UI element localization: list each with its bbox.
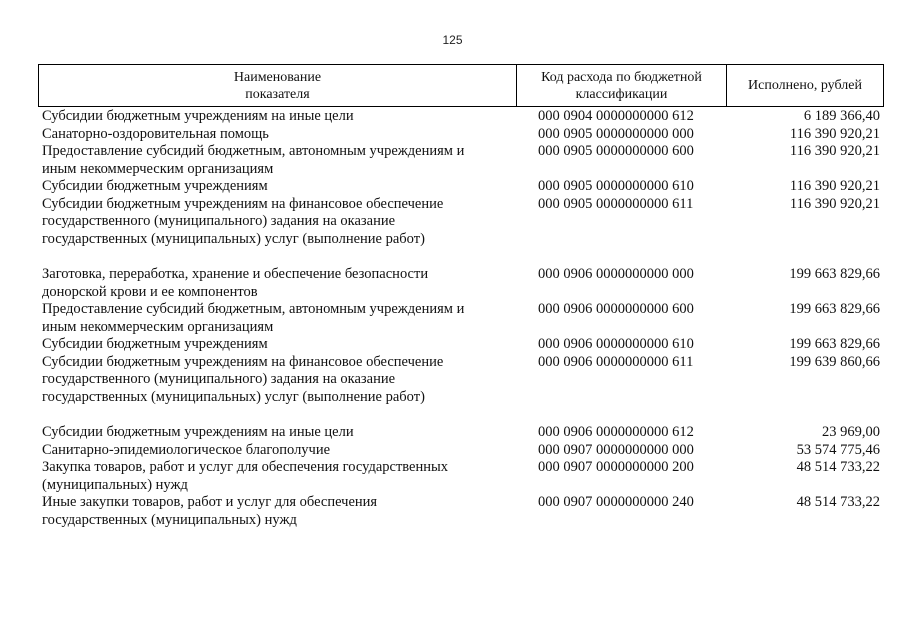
row-name-line: иным некоммерческим организациям [42,160,274,177]
row-name-line: (муниципальных) нужд [42,476,188,493]
row-amount: 48 514 733,22 [796,494,880,510]
table-row [40,494,884,529]
table-row [40,301,884,336]
row-code: 000 0906 0000000000 610 [538,336,694,352]
header-name [39,65,517,106]
table-header [38,64,884,107]
row-amount: 53 574 775,46 [796,441,880,458]
header-name-line1: Наименование [233,69,322,85]
row-name [40,196,520,249]
row-name [40,354,520,407]
row-name-line: государственных (муниципальных) услуг (выполнение работ) [42,230,425,247]
header-code-line1: Код расхода по бюджетной [541,69,702,85]
row-amount: 116 390 920,21 [789,178,880,194]
row-amount: 6 189 366,40 [803,108,880,124]
row-name [40,143,520,178]
row-name-line: Субсидии бюджетным учреждениям на финансовое обеспечение [42,353,444,370]
row-code: 000 0907 0000000000 000 [538,441,694,458]
row-amount: 199 663 829,66 [789,301,880,317]
row-name-line: Заготовка, переработка, хранение и обеспечение безопасности [42,266,429,282]
row-amount: 199 663 829,66 [789,336,880,352]
row-code: 000 0906 0000000000 611 [538,353,694,370]
page-number: 125 [442,33,463,47]
row-amount: 199 663 829,66 [789,266,880,282]
table-row [40,108,884,126]
row-name-line: государственного (муниципального) задания на оказание [42,371,396,387]
row-code: 000 0906 0000000000 600 [538,301,694,317]
row-name-line: Санаторно-оздоровительная помощь [42,125,269,142]
row-name-line: Иные закупки товаров, работ и услуг для обеспечения [42,494,378,510]
row-name [40,424,520,442]
row-code: 000 0906 0000000000 612 [538,424,694,440]
row-amount: 116 390 920,21 [789,125,880,142]
row-name [40,178,520,196]
table-body [40,108,884,529]
row-amount: 116 390 920,21 [789,143,880,159]
row-amount: 199 639 860,66 [789,353,880,370]
row-name [40,336,520,354]
header-name-line2: показателя [245,86,310,102]
row-name [40,301,520,336]
row-code: 000 0907 0000000000 200 [538,459,694,475]
row-code: 000 0905 0000000000 000 [538,125,694,142]
row-name [40,126,520,144]
header-amount: Исполнено, рублей [748,78,862,93]
row-name-line: Субсидии бюджетным учреждениям на иные цели [42,424,354,440]
table-row [40,354,884,407]
row-name-line: Закупка товаров, работ и услуг для обеспечения государственных [42,459,449,475]
header-code-line2: классификации [575,86,668,102]
row-name-line: государственных (муниципальных) услуг (выполнение работ) [42,388,425,405]
row-code: 000 0905 0000000000 610 [538,178,694,194]
row-name [40,266,520,301]
row-name-line: Субсидии бюджетным учреждениям на иные цели [42,108,354,124]
row-name [40,494,520,529]
row-name [40,442,520,460]
table-row [40,336,884,354]
table-row [40,266,884,301]
row-name-line: государственного (муниципального) задания на оказание [42,213,396,229]
header-code [517,65,727,106]
table-row [40,196,884,249]
row-name [40,108,520,126]
row-name-line: иным некоммерческим организациям [42,318,274,335]
row-name [40,459,520,494]
row-name-line: Субсидии бюджетным учреждениям на финансовое обеспечение [42,195,444,212]
table-row [40,424,884,442]
row-name-line: Санитарно-эпидемиологическое благополучие [42,441,331,458]
row-name-line: Субсидии бюджетным учреждениям [42,178,268,194]
row-name-line: Предоставление субсидий бюджетным, автономным учреждениям и [42,143,465,159]
table-row [40,143,884,178]
row-code: 000 0905 0000000000 600 [538,143,694,159]
row-name-line: государственных (муниципальных) нужд [42,511,297,528]
row-name-line: Предоставление субсидий бюджетным, автономным учреждениям и [42,301,465,317]
table-row [40,178,884,196]
row-amount: 48 514 733,22 [796,459,880,475]
row-code: 000 0906 0000000000 000 [538,266,694,282]
row-code: 000 0907 0000000000 240 [538,494,694,510]
table-row [40,126,884,144]
row-name-line: донорской крови и ее компонентов [42,283,258,300]
table-row [40,442,884,460]
table-row [40,459,884,494]
row-amount: 23 969,00 [822,424,880,440]
row-code: 000 0904 0000000000 612 [538,108,694,124]
row-name-line: Субсидии бюджетным учреждениям [42,336,268,352]
row-amount: 116 390 920,21 [789,195,880,212]
row-code: 000 0905 0000000000 611 [538,195,694,212]
